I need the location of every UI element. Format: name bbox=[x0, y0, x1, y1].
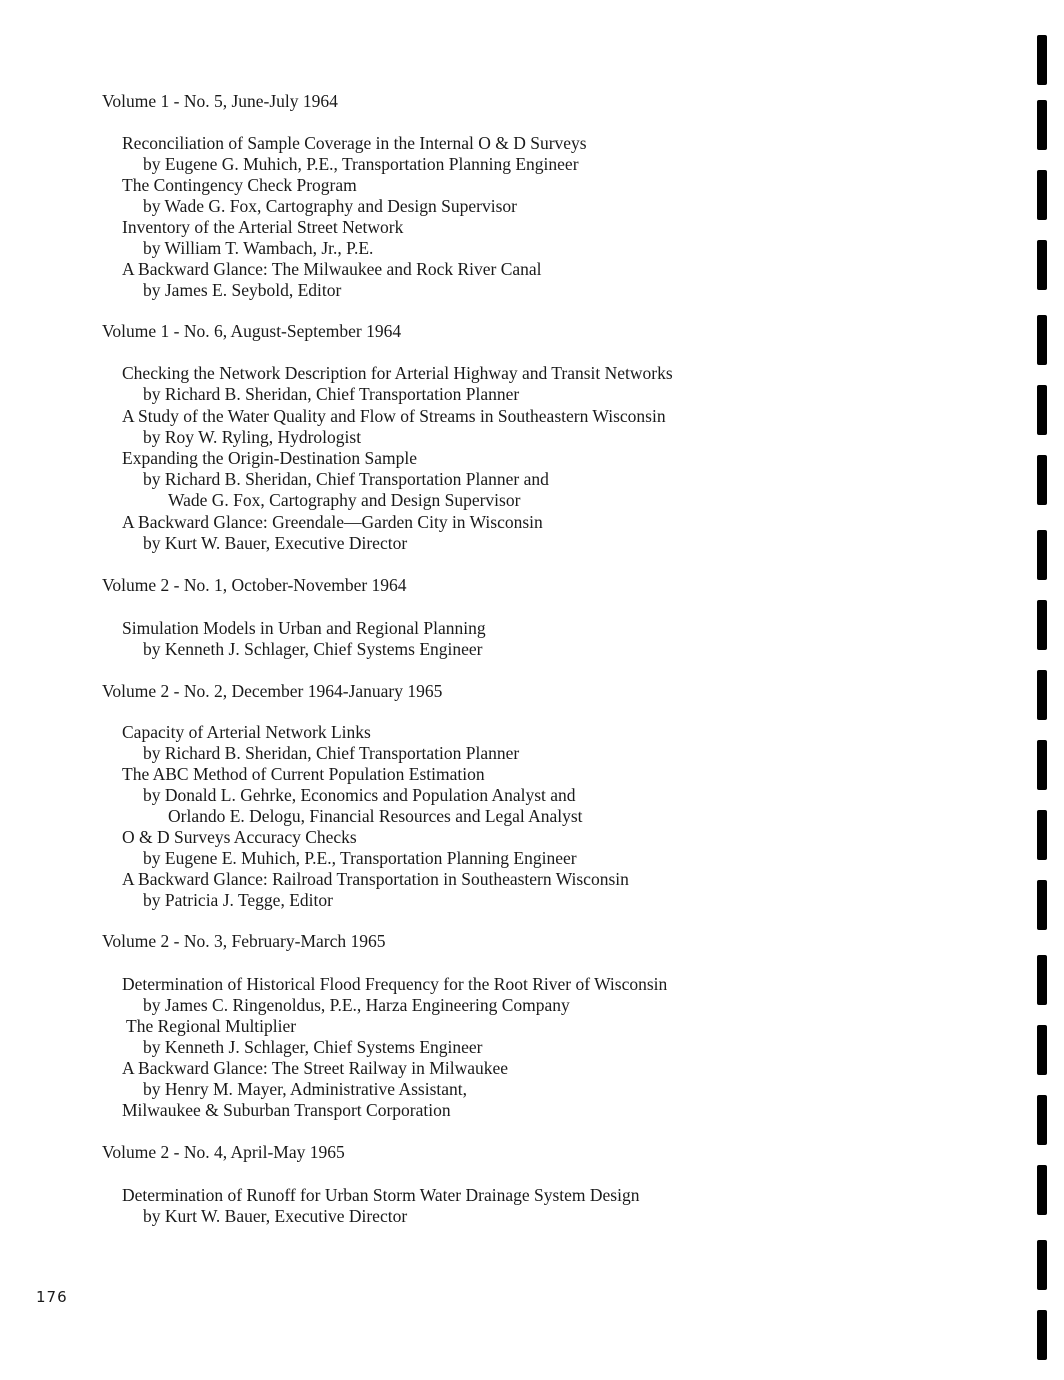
article-title: Determination of Historical Flood Frequency for the Root River of Wisconsin bbox=[122, 974, 668, 994]
binding-hole-mark bbox=[1037, 810, 1047, 860]
volume-heading: Volume 2 - No. 2, December 1964-January 1965 bbox=[102, 681, 443, 701]
article-title: Expanding the Origin-Destination Sample bbox=[122, 448, 418, 468]
volume-heading: Volume 2 - No. 4, April-May 1965 bbox=[102, 1142, 345, 1162]
article-title: A Backward Glance: The Milwaukee and Rock River Canal bbox=[122, 259, 542, 279]
volume-heading: Volume 1 - No. 5, June-July 1964 bbox=[102, 91, 338, 111]
volume-heading: Volume 1 - No. 6, August-September 1964 bbox=[102, 321, 402, 341]
article-title: The ABC Method of Current Population Estimation bbox=[122, 764, 485, 784]
article-title: O & D Surveys Accuracy Checks bbox=[122, 827, 357, 847]
article-author: by James C. Ringenoldus, P.E., Harza Engineering Company bbox=[143, 995, 570, 1015]
binding-hole-mark bbox=[1037, 1240, 1047, 1290]
article-author: by Kenneth J. Schlager, Chief Systems Engineer bbox=[143, 1037, 483, 1057]
volume-heading: Volume 2 - No. 1, October-November 1964 bbox=[102, 575, 407, 595]
binding-hole-mark bbox=[1037, 1025, 1047, 1075]
article-author: by Donald L. Gehrke, Economics and Population Analyst and bbox=[143, 785, 576, 805]
binding-hole-mark bbox=[1037, 670, 1047, 720]
article-title: Simulation Models in Urban and Regional Planning bbox=[122, 618, 486, 638]
article-author: by Richard B. Sheridan, Chief Transportation Planner and bbox=[143, 469, 549, 489]
binding-hole-mark bbox=[1037, 315, 1047, 365]
article-author: by William T. Wambach, Jr., P.E. bbox=[143, 238, 374, 258]
binding-hole-mark bbox=[1037, 385, 1047, 435]
binding-hole-mark bbox=[1037, 100, 1047, 150]
article-title: Capacity of Arterial Network Links bbox=[122, 722, 371, 742]
binding-hole-mark bbox=[1037, 240, 1047, 290]
article-author-continued: Wade G. Fox, Cartography and Design Supervisor bbox=[168, 490, 521, 510]
binding-hole-mark bbox=[1037, 530, 1047, 580]
article-author: by Patricia J. Tegge, Editor bbox=[143, 890, 333, 910]
binding-hole-mark bbox=[1037, 600, 1047, 650]
binding-hole-mark bbox=[1037, 1310, 1047, 1360]
binding-hole-mark bbox=[1037, 35, 1047, 85]
article-author: by Richard B. Sheridan, Chief Transportation Planner bbox=[143, 384, 520, 404]
binding-hole-mark bbox=[1037, 955, 1047, 1005]
article-title: A Backward Glance: The Street Railway in Milwaukee bbox=[122, 1058, 509, 1078]
binding-hole-mark bbox=[1037, 170, 1047, 220]
binding-hole-mark bbox=[1037, 740, 1047, 790]
article-author: by James E. Seybold, Editor bbox=[143, 280, 342, 300]
binding-hole-mark bbox=[1037, 1095, 1047, 1145]
article-title: Inventory of the Arterial Street Network bbox=[122, 217, 404, 237]
article-title: Determination of Runoff for Urban Storm Water Drainage System Design bbox=[122, 1185, 640, 1205]
article-author: by Roy W. Ryling, Hydrologist bbox=[143, 427, 362, 447]
article-title: Reconciliation of Sample Coverage in the Internal O & D Surveys bbox=[122, 133, 587, 153]
article-author: by Henry M. Mayer, Administrative Assistant, bbox=[143, 1079, 467, 1099]
article-title: A Backward Glance: Railroad Transportation in Southeastern Wisconsin bbox=[122, 869, 629, 889]
binding-hole-mark bbox=[1037, 455, 1047, 505]
article-author-continued: Milwaukee & Suburban Transport Corporation bbox=[122, 1100, 451, 1120]
page-number: 176 bbox=[36, 1288, 68, 1306]
article-author: by Richard B. Sheridan, Chief Transportation Planner bbox=[143, 743, 520, 763]
article-title: A Study of the Water Quality and Flow of Streams in Southeastern Wisconsin bbox=[122, 406, 666, 426]
article-author: by Kenneth J. Schlager, Chief Systems Engineer bbox=[143, 639, 483, 659]
article-author: by Eugene G. Muhich, P.E., Transportation Planning Engineer bbox=[143, 154, 579, 174]
volume-heading: Volume 2 - No. 3, February-March 1965 bbox=[102, 931, 386, 951]
article-author: by Eugene E. Muhich, P.E., Transportation Planning Engineer bbox=[143, 848, 577, 868]
article-title: A Backward Glance: Greendale—Garden City in Wisconsin bbox=[122, 512, 543, 532]
article-author-continued: Orlando E. Delogu, Financial Resources and Legal Analyst bbox=[168, 806, 583, 826]
article-title: The Contingency Check Program bbox=[122, 175, 357, 195]
article-title: The Regional Multiplier bbox=[126, 1016, 297, 1036]
binding-hole-mark bbox=[1037, 880, 1047, 930]
article-author: by Kurt W. Bauer, Executive Director bbox=[143, 533, 408, 553]
binding-hole-mark bbox=[1037, 1165, 1047, 1215]
article-author: by Kurt W. Bauer, Executive Director bbox=[143, 1206, 408, 1226]
article-title: Checking the Network Description for Arterial Highway and Transit Networks bbox=[122, 363, 673, 383]
article-author: by Wade G. Fox, Cartography and Design Supervisor bbox=[143, 196, 517, 216]
